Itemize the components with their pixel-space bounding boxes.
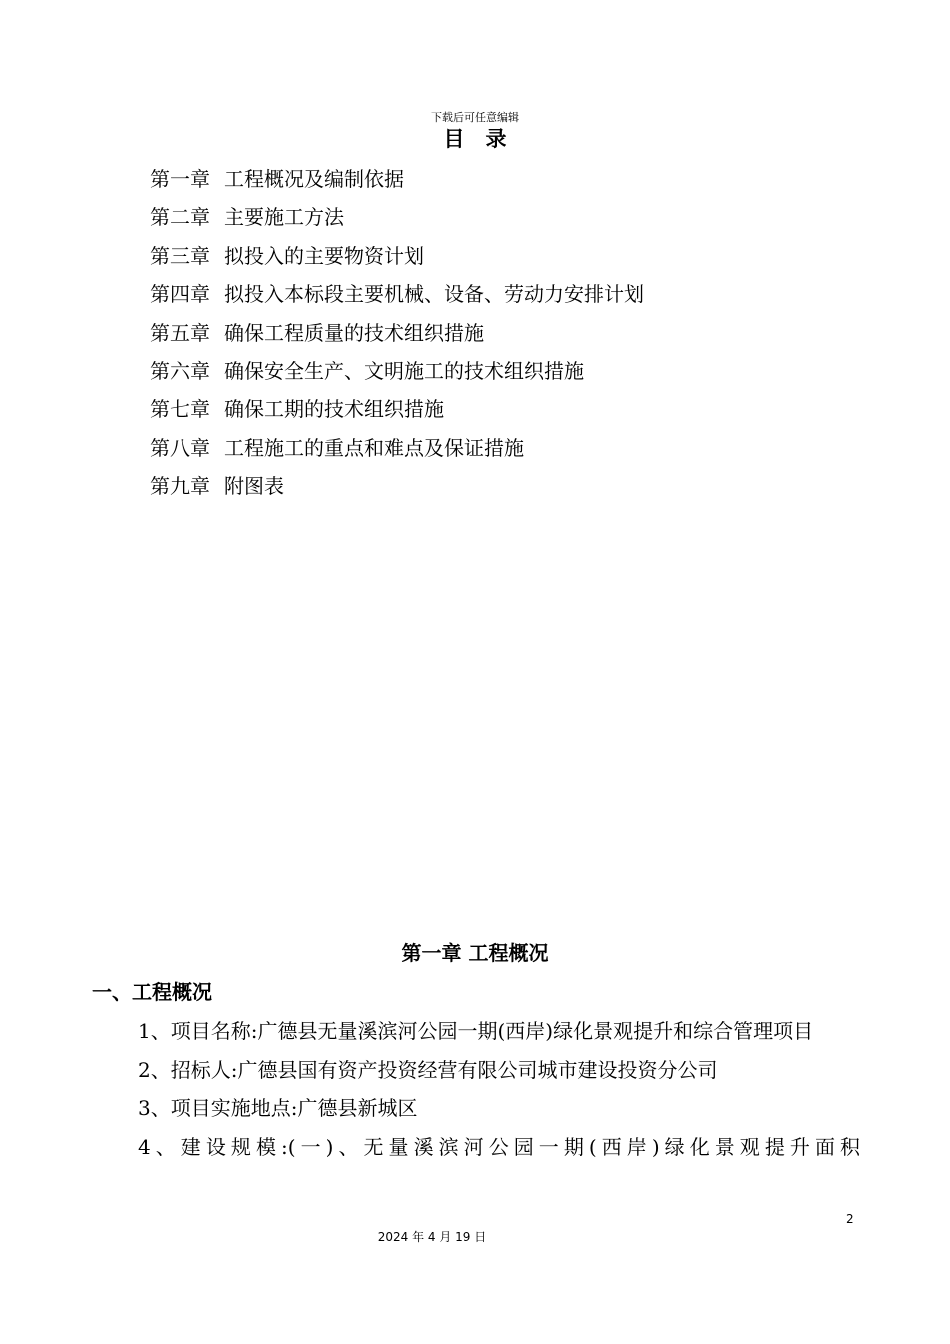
toc-item — [150, 352, 644, 390]
footer-date: 2024 年 4 月 19 日 — [377, 1230, 487, 1244]
toc-chapter-number: 第二章 — [150, 205, 210, 230]
toc-chapter-title: 拟投入本标段主要机械、设备、劳动力安排计划 — [224, 282, 644, 307]
toc-item — [150, 275, 644, 313]
section-heading: 一、工程概况 — [92, 980, 212, 1004]
toc-chapter-title: 确保工期的技术组织措施 — [224, 397, 444, 422]
toc-chapter-title: 确保工程质量的技术组织措施 — [224, 320, 484, 345]
toc-chapter-title: 工程施工的重点和难点及保证措施 — [224, 435, 524, 460]
paragraph-location: 3、项目实施地点:广德县新城区 — [138, 1096, 418, 1120]
toc-item — [150, 429, 644, 467]
toc-chapter-number: 第五章 — [150, 320, 210, 345]
toc-chapter-number: 第三章 — [150, 243, 210, 268]
paragraph-scale: 4、建设规模:(一)、无量溪滨河公园一期(西岸)绿化景观提升面积 — [138, 1134, 860, 1159]
download-note: 下载后可任意编辑 — [431, 111, 519, 124]
toc-item — [150, 467, 644, 505]
paragraph-tenderer: 2、招标人:广德县国有资产投资经营有限公司城市建设投资分公司 — [138, 1057, 718, 1082]
chapter-body — [92, 1012, 860, 1166]
toc-chapter-number: 第六章 — [150, 358, 210, 383]
toc-chapter-title: 工程概况及编制依据 — [224, 167, 404, 191]
toc-chapter-number: 第一章 — [150, 167, 210, 191]
toc-chapter-title: 附图表 — [224, 474, 284, 499]
toc-chapter-number: 第八章 — [150, 435, 210, 460]
paragraph-project-name: 1、项目名称:广德县无量溪滨河公园一期(西岸)绿化景观提升和综合管理项目 — [138, 1019, 814, 1043]
chapter-heading: 第一章 工程概况 — [401, 941, 549, 965]
toc-item — [150, 314, 644, 352]
toc-chapter-number: 第四章 — [150, 282, 210, 307]
toc-chapter-title: 拟投入的主要物资计划 — [224, 243, 424, 268]
table-of-contents — [150, 160, 644, 506]
toc-chapter-title: 主要施工方法 — [224, 205, 344, 230]
toc-chapter-number: 第九章 — [150, 474, 210, 499]
toc-chapter-title: 确保安全生产、文明施工的技术组织措施 — [224, 358, 584, 383]
toc-item — [150, 198, 644, 236]
toc-item — [150, 390, 644, 428]
toc-title: 目 录 — [443, 127, 507, 151]
toc-chapter-number: 第七章 — [150, 397, 210, 422]
toc-item — [150, 160, 644, 198]
toc-item — [150, 237, 644, 275]
page-number: 2 — [846, 1212, 854, 1226]
